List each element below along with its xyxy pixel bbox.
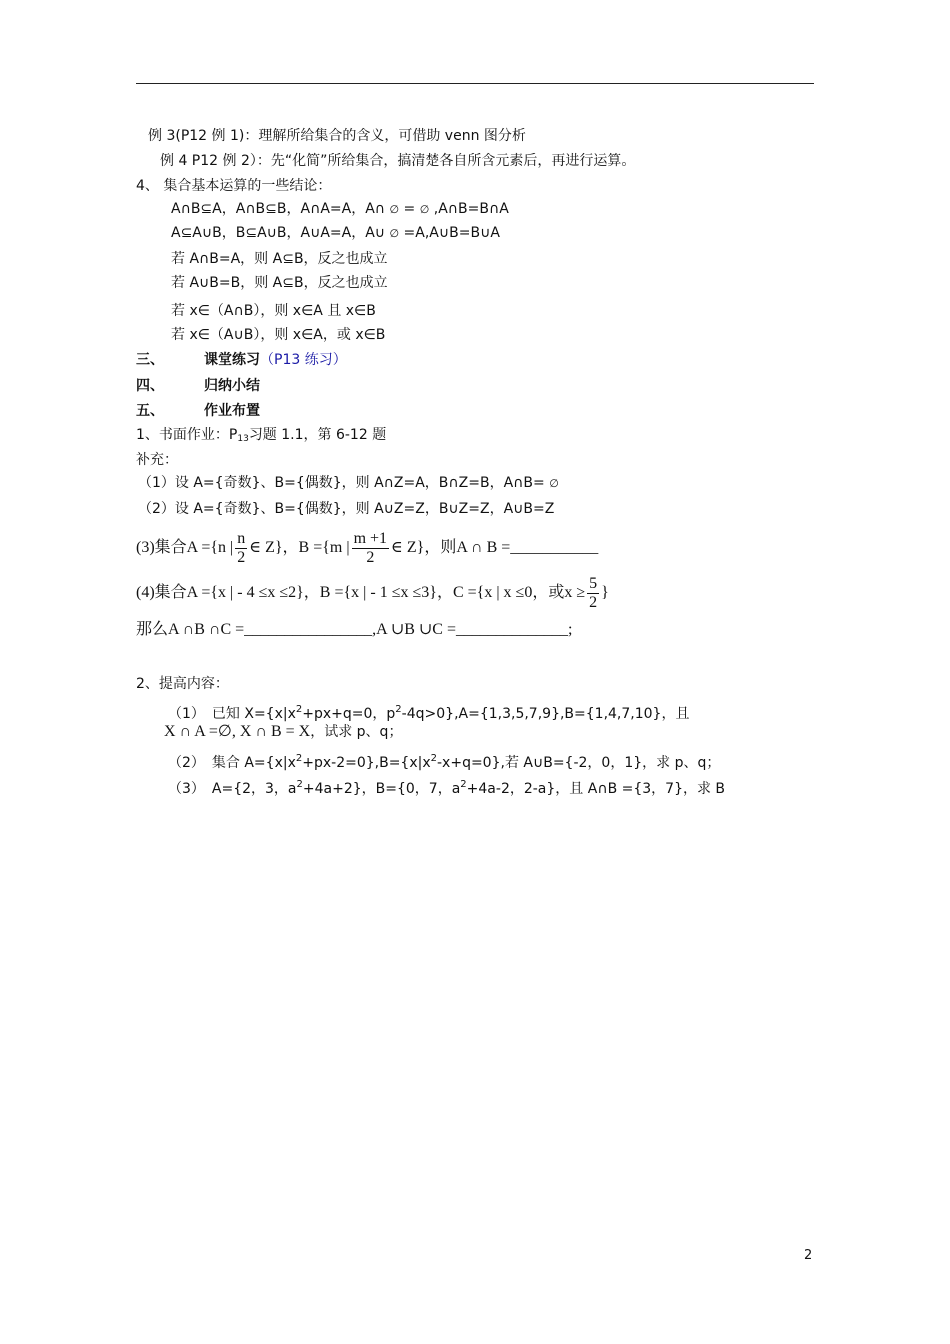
fraction-denominator: 2 [589, 593, 598, 611]
supplement-3-part-c: ∈ Z}，则A ∩ B =___________ [391, 539, 599, 556]
problem-1-part-e: ，试求 p、q； [310, 724, 403, 740]
rule-1-part-b: = [403, 201, 416, 217]
fraction-5-over-2 [587, 575, 599, 612]
superscript: 2 [296, 779, 303, 790]
heading-3-reference: （P13 练习） [260, 352, 347, 368]
heading-5-number: 五、 [136, 403, 164, 419]
heading-5-text: 作业布置 [204, 403, 260, 419]
example-4: 例 4 P12 例 2）：先“化简”所给集合，搞清楚各自所含元素后，再进行运算。 [160, 153, 636, 169]
fraction-numerator: m +1 [353, 529, 388, 547]
fraction-numerator: n [237, 529, 246, 547]
rule-line-6: 若 x∈（A∪B），则 x∈A，或 x∈B [171, 327, 386, 343]
problem-1-line-1 [168, 700, 689, 724]
problem-2-part-a: （2） 集合 A={x|x [168, 755, 296, 771]
homework-text-a: 1、书面作业：P [136, 427, 238, 443]
supplement-5: 那么A ∩B ∩C =________________,A ∪B ∪C =______________; [136, 621, 573, 638]
problem-3-part-c: +4a-2，2-a}，且 A∩B ={3，7}，求 B [466, 781, 726, 797]
heading-4-number: 四、 [136, 378, 164, 394]
empty-set-symbol: ∅ [419, 203, 430, 216]
example-3: 例 3(P12 例 1)：理解所给集合的含义，可借助 venn 图分析 [148, 128, 526, 144]
page-number: 2 [804, 1248, 813, 1263]
problem-2-part-b: +px-2=0},B={x|x [302, 755, 431, 771]
problem-1-line-2 [164, 722, 402, 742]
heading-3-text: 课堂练习 [204, 352, 260, 368]
superscript: 2 [395, 704, 402, 715]
empty-set-symbol: ∅ [389, 227, 400, 240]
supplement-2: （2）设 A={奇数}、B={偶数}，则 A∪Z=Z，B∪Z=Z，A∪B=Z [138, 501, 555, 517]
heading-4-text: 归纳小结 [204, 378, 260, 394]
heading-3-number: 三、 [136, 352, 164, 368]
rule-1-part-a: A∩B⊆A，A∩B⊆B，A∩A=A，A∩ [171, 201, 386, 217]
superscript: 2 [430, 753, 437, 764]
supplement-1-text: （1）设 A={奇数}、B={偶数}，则 A∩Z=A，B∩Z=B，A∩B= [138, 475, 545, 491]
homework-page-subscript: 13 [237, 434, 249, 444]
problem-3 [168, 775, 725, 799]
superscript: 2 [295, 704, 303, 715]
supplement-3-part-a: (3)集合A ={n | [136, 539, 234, 556]
supplement-label: 补充： [136, 452, 178, 468]
rule-line-1 [171, 199, 509, 220]
supplement-3 [136, 529, 598, 567]
fraction-m-plus-1-over-2 [352, 530, 389, 567]
homework-line [136, 425, 386, 449]
empty-set-symbol: ∅ [549, 477, 559, 490]
fraction-n-over-2 [235, 530, 247, 567]
problem-3-part-b: +4a+2}，B={0，7，a [302, 781, 461, 797]
rule-line-5: 若 x∈（A∩B），则 x∈A 且 x∈B [171, 303, 376, 319]
advanced-heading: 2、提高内容： [136, 676, 229, 692]
header-rule [136, 83, 814, 84]
problem-2-part-c: -x+q=0},若 A∪B={-2，0，1}，求 p、q； [437, 755, 721, 771]
heading-3 [204, 350, 347, 370]
empty-set-symbol: ∅ [389, 203, 400, 216]
supplement-3-part-b: ∈ Z}，B ={m | [249, 539, 350, 556]
rule-line-3: 若 A∩B=A，则 A⊆B，反之也成立 [171, 251, 388, 267]
rule-line-2 [171, 223, 500, 244]
fraction-denominator: 2 [237, 548, 246, 566]
rule-2-part-a: A⊆A∪B，B⊆A∪B，A∪A=A，A∪ [171, 225, 386, 241]
supplement-4-part-a: (4)集合A ={x | - 4 ≤x ≤2}，B ={x | - 1 ≤x ≤3}，C ={x | x ≤0，或x ≥ [136, 584, 586, 601]
superscript: 2 [460, 779, 467, 790]
rule-2-part-b: =A,A∪B=B∪A [403, 225, 500, 241]
section-4-heading: 4、 集合基本运算的一些结论： [136, 178, 332, 194]
supplement-4 [136, 574, 609, 612]
problem-1-part-c: -4q>0},A={1,3,5,7,9},B={1,4,7,10}，且 [401, 706, 690, 722]
superscript: 2 [295, 753, 303, 764]
problem-2 [168, 749, 720, 773]
rule-line-4: 若 A∪B=B，则 A⊆B，反之也成立 [171, 275, 388, 291]
supplement-4-part-b: } [601, 584, 609, 601]
fraction-denominator: 2 [366, 548, 375, 566]
problem-1-part-b: +px+q=0，p [302, 706, 396, 722]
problem-1-formula: X ∩ A =∅, X ∩ B = X [164, 723, 311, 740]
fraction-numerator: 5 [589, 574, 598, 592]
supplement-1 [138, 473, 559, 494]
homework-text-b: 习题 1.1，第 6-12 题 [248, 427, 387, 443]
rule-1-part-c: ,A∩B=B∩A [433, 201, 509, 217]
problem-3-part-a: （3） A={2，3，a [168, 781, 297, 797]
problem-1-part-a: （1） 已知 X={x|x [168, 706, 296, 722]
